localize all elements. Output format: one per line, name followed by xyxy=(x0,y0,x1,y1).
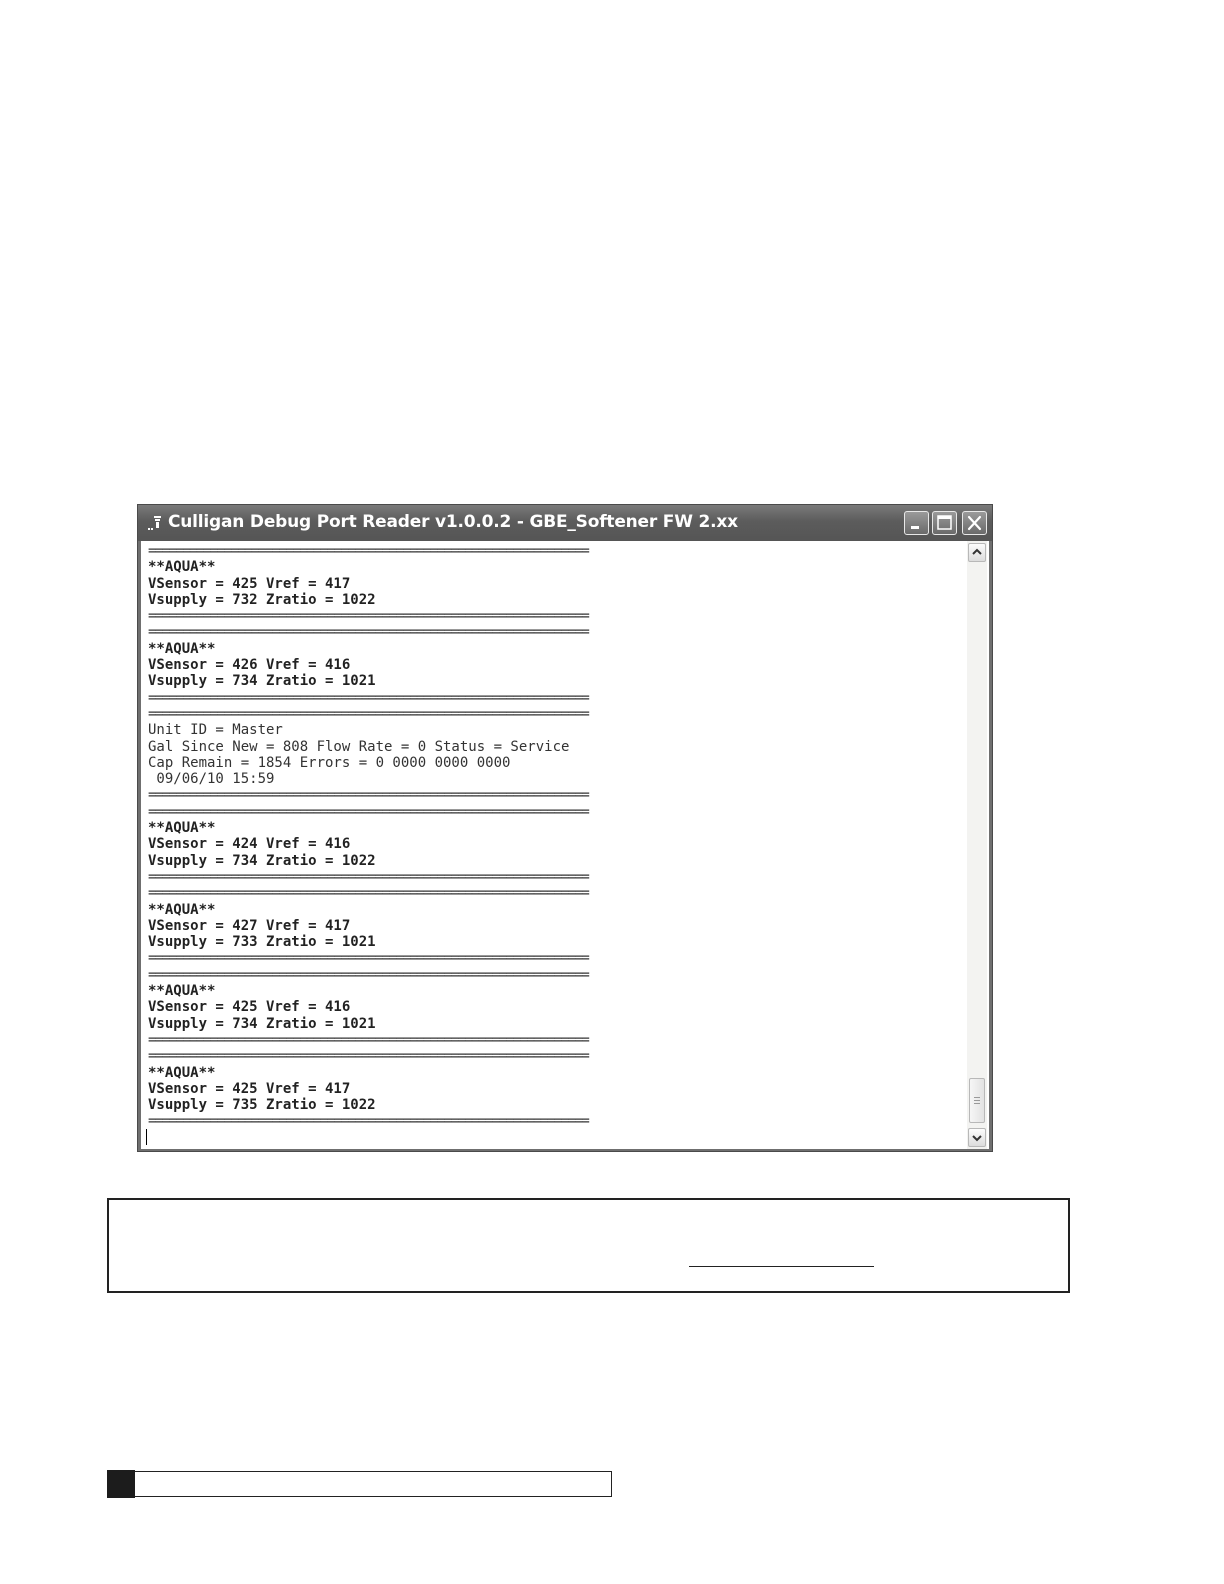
log-separator-line: ================================================================ xyxy=(148,1113,589,1130)
log-separator-line: ================================================================ xyxy=(148,543,589,559)
log-line: 09/06/10 15:59 xyxy=(148,771,275,788)
footer-page-tab xyxy=(107,1470,135,1498)
log-line: VSensor = 426 Vref = 416 xyxy=(148,657,351,674)
chevron-down-icon xyxy=(969,1129,985,1146)
log-line: VSensor = 425 Vref = 417 xyxy=(148,575,351,592)
log-separator-line: ================================================================ xyxy=(148,868,589,885)
log-output-area[interactable] xyxy=(141,541,989,1149)
serial-log-text xyxy=(148,543,968,1130)
scroll-thumb[interactable] xyxy=(969,1078,985,1123)
log-line: Vsupply = 734 Zratio = 1022 xyxy=(148,852,376,869)
log-line: **AQUA** xyxy=(148,640,216,657)
log-separator-line: ================================================================ xyxy=(148,689,589,706)
log-separator-line: ================================================================ xyxy=(148,624,589,641)
underline-rule xyxy=(689,1266,874,1267)
scroll-up-button[interactable] xyxy=(968,543,986,562)
debug-reader-window xyxy=(137,504,993,1152)
note-box xyxy=(107,1198,1070,1293)
maximize-icon xyxy=(933,512,956,534)
footer-bar xyxy=(135,1471,612,1497)
log-separator-line: ================================================================ xyxy=(148,885,589,902)
log-separator-line: ================================================================ xyxy=(148,803,589,820)
log-line: Vsupply = 732 Zratio = 1022 xyxy=(148,591,376,608)
log-line: VSensor = 424 Vref = 416 xyxy=(148,836,351,853)
log-separator-line: ================================================================ xyxy=(148,950,589,967)
log-line: Cap Remain = 1854 Errors = 0 0000 0000 0000 xyxy=(148,754,511,771)
log-line: **AQUA** xyxy=(148,559,216,576)
log-separator-line: ================================================================ xyxy=(148,608,589,625)
log-line: Unit ID = Master xyxy=(148,722,283,739)
log-line: VSensor = 425 Vref = 417 xyxy=(148,1080,351,1097)
log-line: **AQUA** xyxy=(148,820,216,837)
log-line: Vsupply = 734 Zratio = 1021 xyxy=(148,1015,376,1032)
log-line: **AQUA** xyxy=(148,901,216,918)
log-separator-line: ================================================================ xyxy=(148,966,589,983)
log-line: **AQUA** xyxy=(148,1064,216,1081)
log-line: VSensor = 427 Vref = 417 xyxy=(148,917,351,934)
log-separator-line: ================================================================ xyxy=(148,1031,589,1048)
app-debug-icon xyxy=(146,513,166,533)
text-cursor xyxy=(146,1129,147,1145)
log-line: **AQUA** xyxy=(148,983,216,1000)
log-line: VSensor = 425 Vref = 416 xyxy=(148,999,351,1016)
window-title: Culligan Debug Port Reader v1.0.0.2 - GBE_Softener FW 2.xx xyxy=(168,512,738,532)
close-icon xyxy=(963,512,986,534)
close-button[interactable] xyxy=(962,511,987,535)
maximize-button[interactable] xyxy=(932,511,957,535)
log-line: Vsupply = 735 Zratio = 1022 xyxy=(148,1097,376,1114)
log-separator-line: ================================================================ xyxy=(148,787,589,804)
scroll-down-button[interactable] xyxy=(968,1128,986,1147)
log-line: Vsupply = 734 Zratio = 1021 xyxy=(148,673,376,690)
log-separator-line: ================================================================ xyxy=(148,705,589,722)
vertical-scrollbar[interactable] xyxy=(967,541,987,1149)
log-line: Vsupply = 733 Zratio = 1021 xyxy=(148,934,376,951)
minimize-icon xyxy=(905,512,928,534)
log-separator-line: ================================================================ xyxy=(148,1048,589,1065)
chevron-up-icon xyxy=(969,544,985,561)
title-bar[interactable] xyxy=(138,505,992,541)
minimize-button[interactable] xyxy=(904,511,929,535)
log-line: Gal Since New = 808 Flow Rate = 0 Status = Service xyxy=(148,738,570,755)
